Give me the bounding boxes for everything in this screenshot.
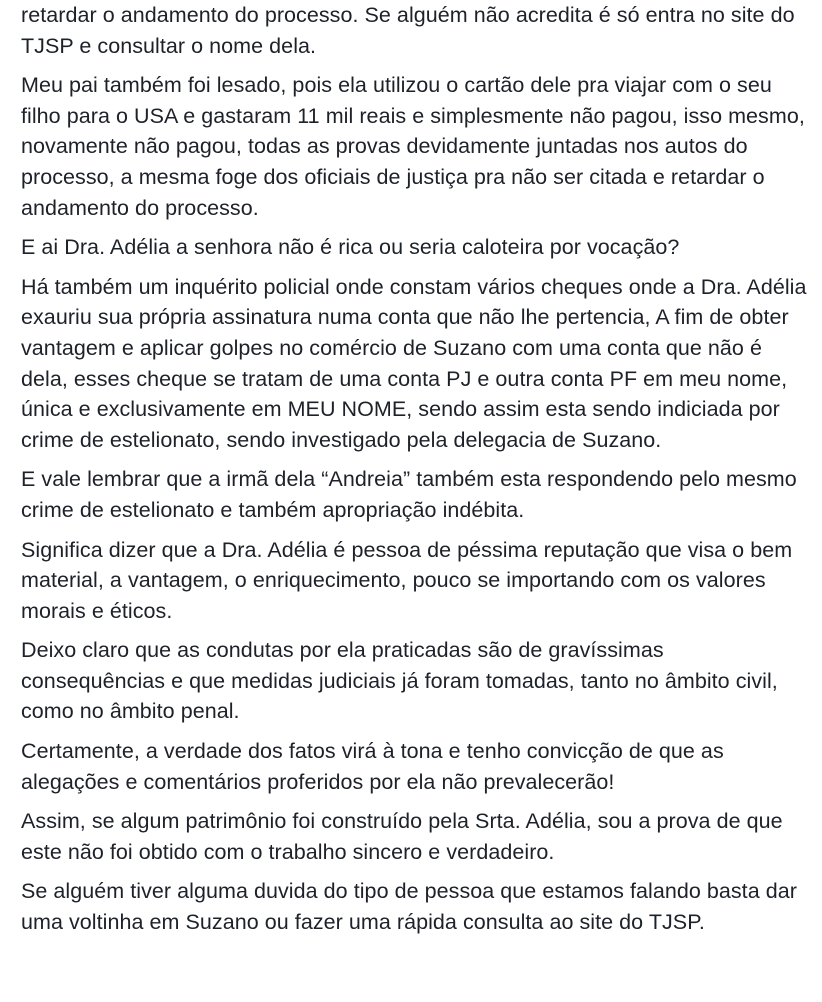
post-paragraph-3: E ai Dra. Adélia a senhora não é rica ou seria caloteira por vocação?: [21, 235, 680, 260]
post-paragraph-7: Deixo claro que as condutas por ela praticadas são de gravíssimas consequências e que medidas judiciais já foram tomadas, tanto no âmbito civil, como no âmbito penal.: [21, 638, 778, 724]
post-paragraph-6: Significa dizer que a Dra. Adélia é pessoa de péssima reputação que visa o bem material, a vantagem, o enriquecimento, pouco se importando com os valores morais e éticos.: [21, 537, 793, 623]
post-paragraph-1: retardar o andamento do processo. Se alguém não acredita é só entra no site do TJSP e consultar o nome dela.: [21, 3, 795, 58]
post-paragraph-2: Meu pai também foi lesado, pois ela utilizou o cartão dele pra viajar com o seu filho para o USA e gastaram 11 mil reais e simplesmente não pagou, isso mesmo, novamente não pagou, todas as provas devidamente juntadas nos autos do processo, a mesma foge dos oficiais de justiça pra não ser citada e retardar o andamento do processo.: [21, 73, 805, 220]
post-paragraph-5: E vale lembrar que a irmã dela “Andreia” também esta respondendo pelo mesmo crime de estelionato e também apropriação indébita.: [21, 467, 797, 522]
post-body: [21, 0, 811, 947]
post-paragraph-8: Certamente, a verdade dos fatos virá à tona e tenho convicção de que as alegações e comentários proferidos por ela não prevalecerão!: [21, 739, 724, 794]
post-paragraph-4: Há também um inquérito policial onde constam vários cheques onde a Dra. Adélia exauriu sua própria assinatura numa conta que não lhe pertencia, A fim de obter vantagem e aplicar golpes no comércio de Suzano com uma conta que não é dela, esses cheque se tratam de uma conta PJ e outra conta PF em meu nome, única e exclusivamente em MEU NOME, sendo assim esta sendo indiciada por crime de estelionato, sendo investigado pela delegacia de Suzano.: [21, 274, 807, 452]
post-paragraph-10: Se alguém tiver alguma duvida do tipo de pessoa que estamos falando basta dar uma voltinha em Suzano ou fazer uma rápida consulta ao site do TJSP.: [21, 879, 797, 935]
post-paragraph-9: Assim, se algum patrimônio foi construído pela Srta. Adélia, sou a prova de que este não foi obtido com o trabalho sincero e verdadeiro.: [21, 809, 783, 864]
